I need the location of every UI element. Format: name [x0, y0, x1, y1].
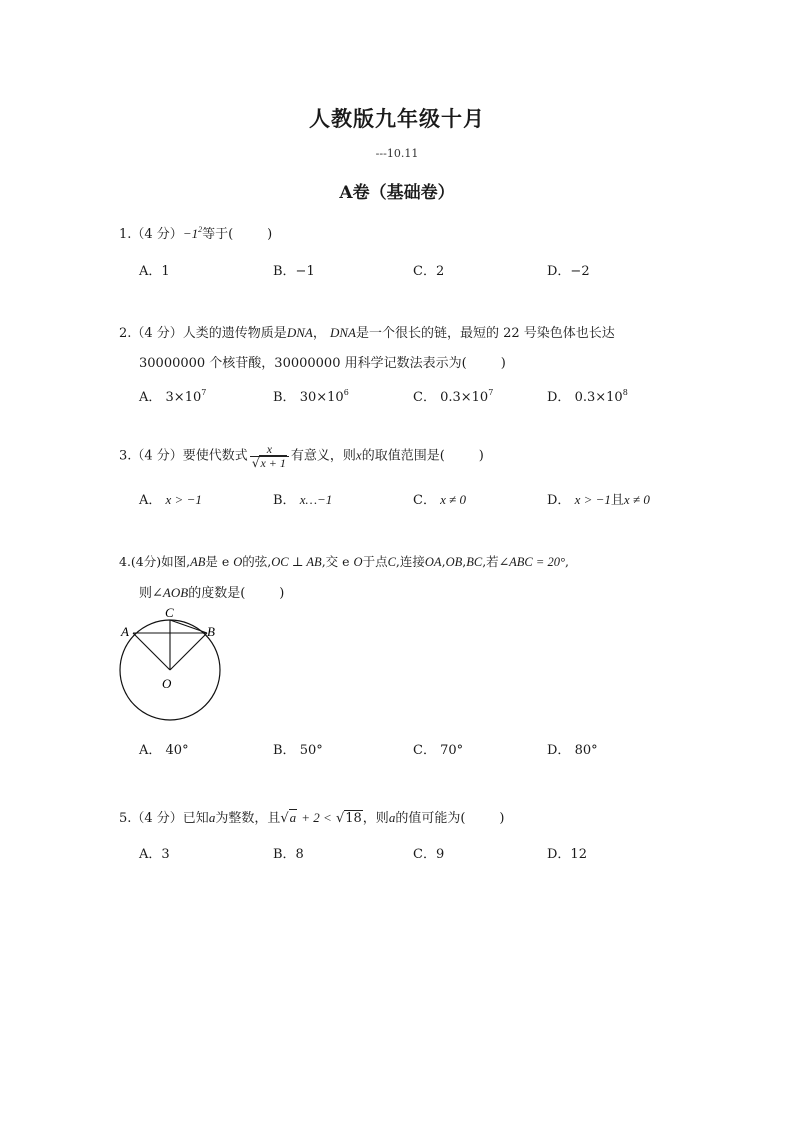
label-b: B	[207, 624, 215, 639]
dna-term: DNA	[286, 325, 313, 340]
question-4-line-1: 4.(4分)如图,AB是 e O的弦,OC ⊥ AB,交 e O于点C,连接OA,OB,BC,若∠ABC = 20°,	[119, 554, 569, 569]
sqrt-18-expression: √18	[335, 811, 362, 826]
q1-option-c: C．2	[413, 264, 445, 279]
q5-option-a: A．3	[139, 847, 170, 862]
q4-option-d: D． 80°	[547, 743, 598, 758]
q2-option-c: C． $0.3\times 10^7$	[413, 387, 494, 405]
question-1-close: )	[267, 227, 273, 242]
question-1	[119, 223, 272, 242]
date-line: ---10.11	[375, 147, 419, 160]
question-2-line-2: 30000000 个核苷酸，30000000 用科学记数法表示为( )	[139, 356, 506, 371]
sqrt-a-expression: √a	[280, 810, 297, 826]
q5-option-d: D．12	[547, 847, 587, 862]
segment-oa	[133, 633, 170, 670]
question-5: 5.（4 分）已知a为整数，且√a + 2 < √18，则a的值可能为( )	[119, 810, 505, 826]
q3-option-a: A． x > −1	[139, 492, 202, 508]
q3-option-c: C． x ≠ 0	[413, 492, 466, 508]
q3-option-d: D． x > −1且x ≠ 0	[547, 492, 650, 508]
q3-option-b: B． x…−1	[273, 492, 333, 508]
q4-option-c: C． 70°	[413, 743, 464, 758]
question-3: 3.（4 分）要使代数式 $\frac{x}{√x + 1}$ 有意义，则x的取值范围是( )	[119, 442, 484, 470]
section-heading: A卷（基础卷）	[339, 183, 455, 203]
question-4-line-2: 则∠AOB的度数是( )	[139, 585, 285, 601]
q1-option-b: B．−1	[273, 264, 315, 279]
q1-option-a: A．1	[139, 264, 170, 279]
q2-option-d: D． $0.3\times 10^8$	[547, 387, 628, 405]
segment-ob	[170, 633, 207, 670]
question-1-number: 1.（4 分）	[119, 227, 183, 242]
q5-option-c: C．9	[413, 847, 445, 862]
label-c: C	[165, 605, 174, 620]
q2-option-b: B． $30\times 10^6$	[273, 387, 349, 405]
label-o: O	[162, 676, 172, 691]
circle-diagram	[112, 604, 232, 726]
page-title: 人教版九年级十月	[309, 106, 485, 131]
dna-term: DNA	[329, 325, 356, 340]
fraction-expression: $\frac{x}{√x + 1}$	[250, 443, 289, 469]
segment-bc	[170, 620, 207, 633]
q2-option-a: A． $3\times 10^7$	[139, 387, 207, 405]
question-1-expression: $-1^2$	[182, 224, 203, 241]
question-2-line-1: 2.（4 分）人类的遗传物质是DNA， DNA是一个很长的链，最短的 22 号染色体也长达	[119, 325, 615, 341]
q1-option-d: D．−2	[547, 264, 590, 279]
q4-option-a: A． 40°	[139, 743, 189, 758]
label-a: A	[121, 624, 129, 639]
q4-option-b: B． 50°	[273, 743, 323, 758]
question-1-stem: 等于(	[202, 227, 234, 242]
q5-option-b: B．8	[273, 847, 304, 862]
